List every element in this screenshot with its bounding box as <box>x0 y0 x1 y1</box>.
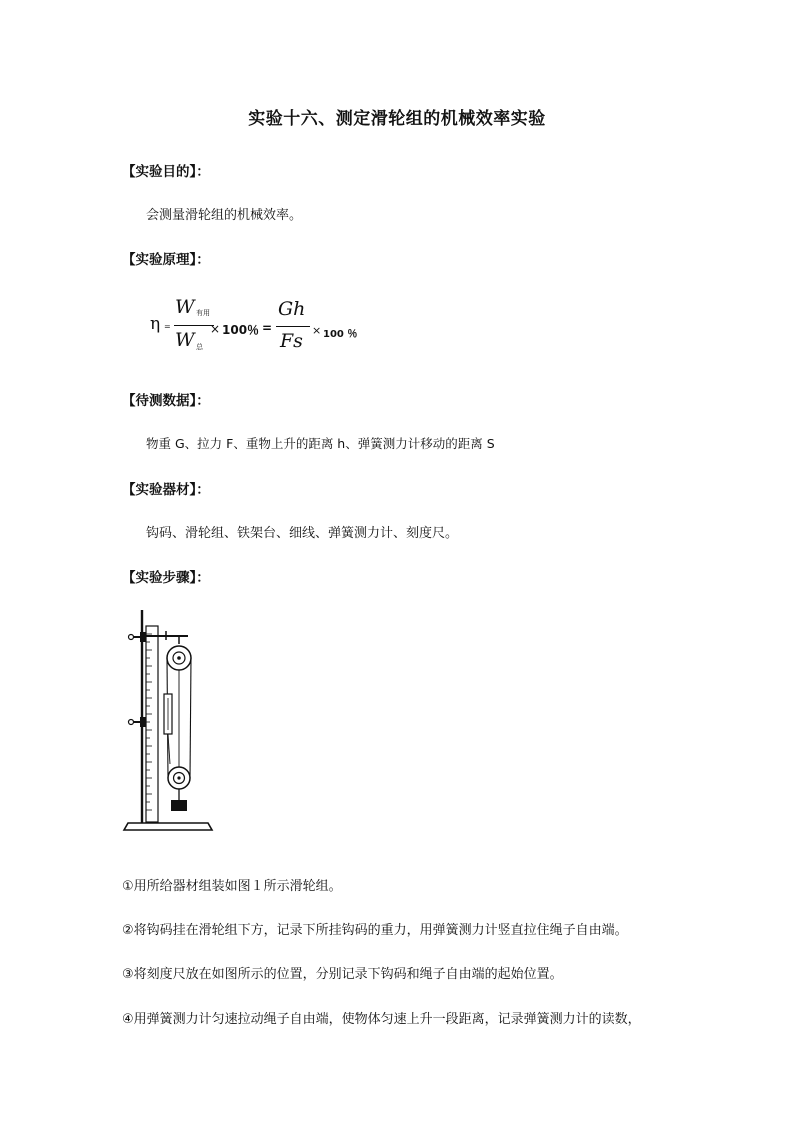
step-4: ④用弹簧测力计匀速拉动绳子自由端，使物体匀速上升一段距离，记录弹簧测力计的读数， <box>122 1012 641 1027</box>
efficiency-formula <box>150 296 410 360</box>
steps-heading: 【实验步骤】： <box>122 570 210 586</box>
purpose-text: 会测量滑轮组的机械效率。 <box>146 208 303 223</box>
fraction-bar <box>276 326 310 327</box>
numerator-subscript: 有用 <box>196 309 210 317</box>
pulley-apparatus-figure <box>118 604 218 836</box>
step-2: ②将钩码挂在滑轮组下方，记录下所挂钩码的重力，用弹簧测力计竖直拉住绳子自由端。 <box>122 923 628 938</box>
denominator-work: W <box>175 329 195 351</box>
fraction-bar <box>174 325 214 326</box>
step-3: ③将刻度尺放在如图所示的位置，分别记录下钩码和绳子自由端的起始位置。 <box>122 967 563 982</box>
equipment-text: 钩码、滑轮组、铁架台、细线、弹簧测力计、刻度尺。 <box>146 526 459 541</box>
formula-eta: η <box>150 314 161 334</box>
percent-100-1: 100％ <box>222 323 260 337</box>
formula-equals-2: = <box>262 321 273 335</box>
purpose-heading: 【实验目的】： <box>122 164 210 180</box>
times-sign-2: × <box>312 324 322 337</box>
denominator-subscript: 总 <box>196 343 203 351</box>
numerator-gh: Gh <box>278 298 306 320</box>
data-heading: 【待测数据】： <box>122 393 210 409</box>
denominator-fs: Fs <box>280 330 303 352</box>
fraction-gh-fs <box>276 296 312 356</box>
page-title: 实验十六、测定滑轮组的机械效率实验 <box>248 109 546 129</box>
data-text: 物重 G、拉力 F、重物上升的距离 h、弹簧测力计移动的距离 S <box>146 436 495 451</box>
percent-100-2: 100 ％ <box>323 329 358 340</box>
times-sign-1: × <box>210 322 221 336</box>
numerator-work: W <box>175 296 195 318</box>
equipment-heading: 【实验器材】： <box>122 482 210 498</box>
step-1: ①用所给器材组装如图１所示滑轮组。 <box>122 879 342 894</box>
principle-heading: 【实验原理】： <box>122 252 210 268</box>
formula-equals-1: = <box>164 322 171 331</box>
